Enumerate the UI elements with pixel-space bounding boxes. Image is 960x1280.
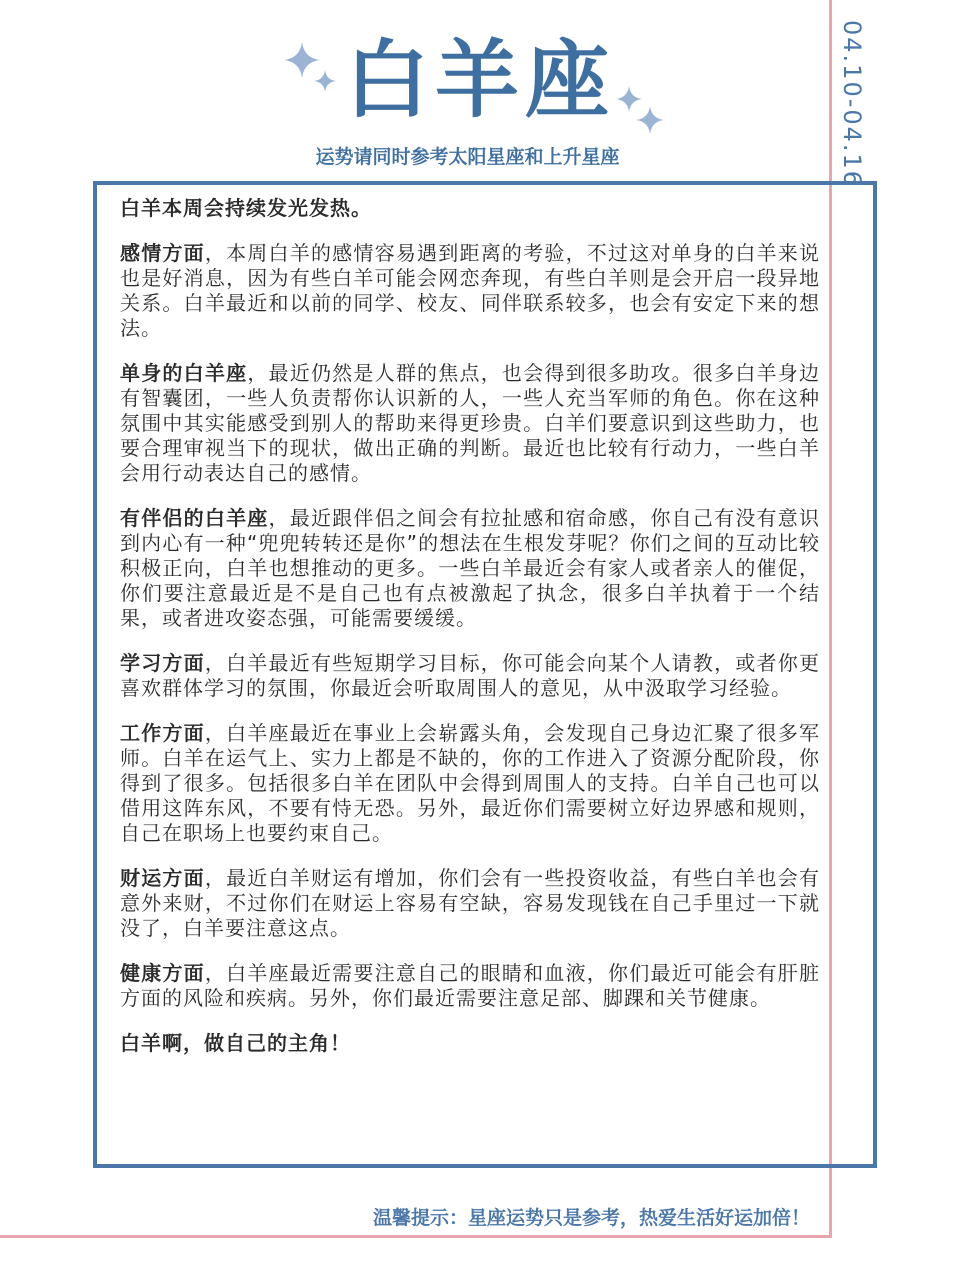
section-work — [120, 721, 820, 846]
section-partnered — [120, 506, 820, 631]
section-text: ，白羊座最近需要注意自己的眼睛和血液，你们最近可能会有肝脏方面的风险和疾病。另外，你们最近需要注意足部、脚踝和关节健康。 — [120, 961, 820, 1010]
page-subtitle: 运势请同时参考太阳星座和上升星座 — [315, 146, 620, 168]
horoscope-content — [120, 196, 820, 1076]
section-wealth — [120, 866, 820, 941]
section-heading: 工作方面 — [120, 721, 205, 745]
date-range: 04.10-04.16 — [838, 20, 866, 189]
section-health — [120, 961, 820, 1011]
section-heading: 单身的白羊座 — [120, 361, 248, 385]
section-heading: 健康方面 — [120, 961, 205, 985]
intro-text: 白羊本周会持续发光发热。 — [120, 196, 372, 220]
section-heading: 学习方面 — [120, 651, 205, 675]
section-text: ，白羊座最近在事业上会崭露头角，会发现自己身边汇聚了很多军师。白羊在运气上、实力上都是不缺的，你的工作进入了资源分配阶段，你得到了很多。包括很多白羊在团队中会得到周围人的支持。白羊自己也可以借用这阵东风，不要有恃无恐。另外，最近你们需要树立好边界感和规则，自己在职场上也要约束自己。 — [120, 721, 820, 845]
section-love — [120, 241, 820, 341]
closing-text: 白羊啊，做自己的主角！ — [120, 1031, 351, 1055]
section-text: ，最近仍然是人群的焦点，也会得到很多助攻。很多白羊身边有智囊团，一些人负责帮你认识新的人，一些人充当军师的角色。你在这种氛围中其实能感受到别人的帮助来得更珍贵。白羊们要意识到这些助力，也要合理审视当下的现状，做出正确的判断。最近也比较有行动力，一些白羊会用行动表达自己的感情。 — [120, 361, 820, 485]
section-heading: 财运方面 — [120, 866, 205, 890]
section-heading: 有伴侣的白羊座 — [120, 506, 269, 530]
section-heading: 感情方面 — [120, 241, 205, 265]
intro-paragraph — [120, 196, 820, 221]
section-study — [120, 651, 820, 701]
footer-tip: 温馨提示：星座运势只是参考，热爱生活好运加倍！ — [372, 1207, 810, 1229]
closing-paragraph — [120, 1031, 820, 1056]
section-text: ，白羊最近有些短期学习目标，你可能会向某个人请教，或者你更喜欢群体学习的氛围，你最近会听取周围人的意见，从中汲取学习经验。 — [120, 651, 820, 700]
section-text: ，最近白羊财运有增加，你们会有一些投资收益，有些白羊也会有意外来财，不过你们在财运上容易有空缺，容易发现钱在自己手里过一下就没了，白羊要注意这点。 — [120, 866, 820, 940]
section-single — [120, 361, 820, 486]
section-text: ，本周白羊的感情容易遇到距离的考验，不过这对单身的白羊来说也是好消息，因为有些白羊可能会网恋奔现，有些白羊则是会开启一段异地关系。白羊最近和以前的同学、校友、同伴联系较多，也会有安定下来的想法。 — [120, 241, 820, 340]
section-text: ，最近跟伴侣之间会有拉扯感和宿命感，你自己有没有意识到内心有一种“兜兜转转还是你”的想法在生根发芽呢？你们之间的互动比较积极正向，白羊也想推动的更多。一些白羊最近会有家人或者亲人的催促，你们要注意最近是不是自己也有点被激起了执念，很多白羊执着于一个结果，或者进攻姿态强，可能需要缓缓。 — [120, 506, 820, 630]
page-title: 白羊座 — [344, 31, 615, 129]
decorative-pink-horizontal-line — [0, 1235, 832, 1238]
